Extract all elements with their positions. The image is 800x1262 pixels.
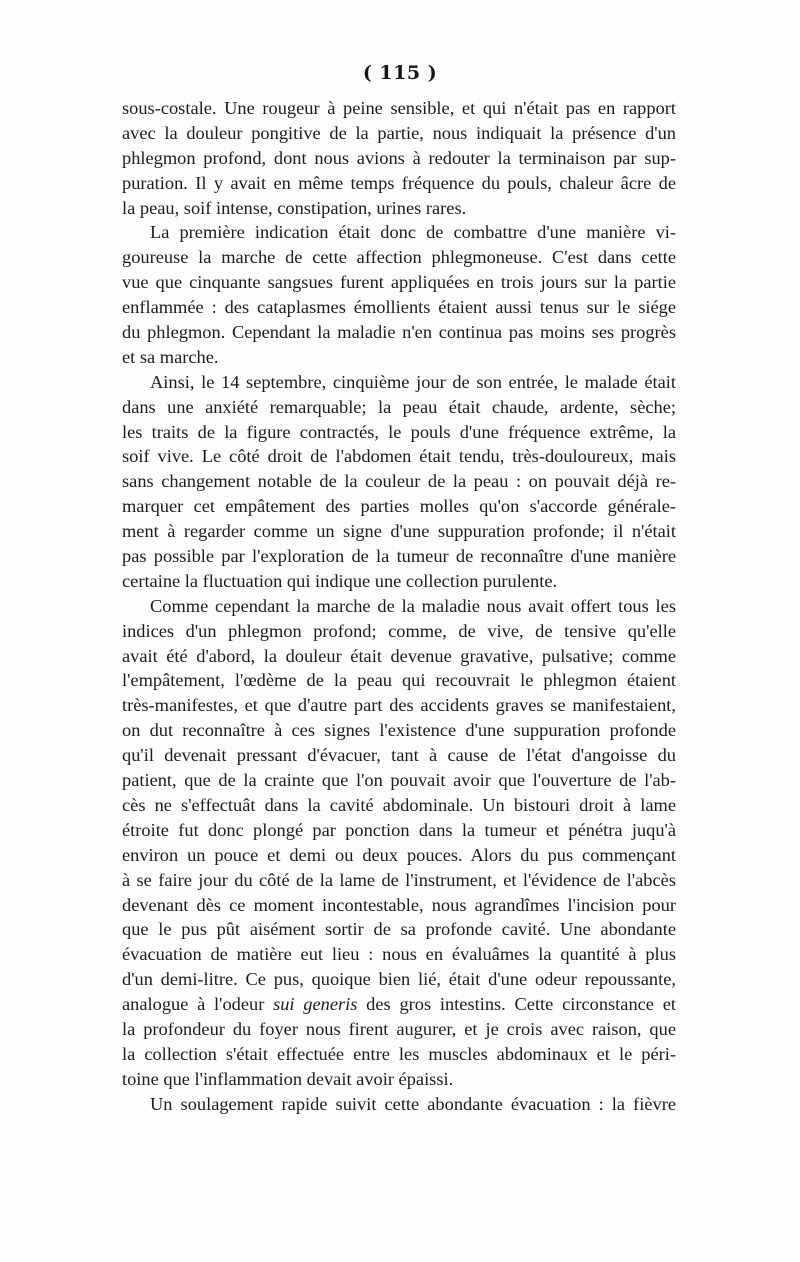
text-line: sans changement notable de la couleur de la peau : on pouvait déjà re-: [122, 471, 676, 492]
text-line: qu'il devenait pressant d'évacuer, tant à cause de l'état d'angoisse du: [122, 745, 676, 766]
text-line: goureuse la marche de cette affection phlegmoneuse. C'est dans cette: [122, 247, 676, 268]
text-line: l'empâtement, l'œdème de la peau qui recouvrait le phlegmon étaient: [122, 670, 676, 691]
paragraph-first-line: Un soulagement rapide suivit cette abondante évacuation : la fièvre: [150, 1093, 676, 1114]
text-line: étroite fut donc plongé par ponction dans la tumeur et pénétra juqu'à: [122, 819, 676, 840]
text-line: patient, que de la crainte que l'on pouvait avoir que l'ouverture de l'ab-: [122, 770, 676, 791]
text-line: indices d'un phlegmon profond; comme, de vive, de tensive qu'elle: [122, 620, 676, 641]
page-number: ( 115 ): [362, 62, 438, 84]
text-line: sous-costale. Une rougeur à peine sensible, et qui n'était pas en rapport: [122, 98, 676, 118]
text-line: puration. Il y avait en même temps fréquence du pouls, chaleur âcre de: [122, 172, 676, 193]
text-line: évacuation de matière eut lieu : nous en évaluâmes la quantité à plus: [122, 944, 676, 965]
text-line: cès ne s'effectuât dans la cavité abdominale. Un bistouri droit à lame: [122, 794, 676, 815]
text-line: du phlegmon. Cependant la maladie n'en continua pas moins ses progrès: [122, 322, 676, 343]
text-line: d'un demi-litre. Ce pus, quoique bien lié, était d'une odeur repoussante,: [122, 969, 676, 990]
text-line: dans une anxiété remarquable; la peau était chaude, ardente, sèche;: [122, 396, 676, 417]
text-line: que le pus pût aisément sortir de sa profonde cavité. Une abondante: [122, 919, 676, 940]
text-line: et sa marche.: [122, 346, 219, 367]
text-line: la collection s'était effectuée entre les muscles abdominaux et le péri-: [122, 1043, 676, 1064]
text-line: [122, 992, 676, 1017]
text-segment: des gros intestins. Cette circonstance et: [357, 994, 676, 1015]
text-line: les traits de la figure contractés, le pouls d'une fréquence extrême, la: [122, 421, 676, 442]
paragraph-first-line: Ainsi, le 14 septembre, cinquième jour de son entrée, le malade était: [150, 371, 676, 392]
text-line: avait été d'abord, la douleur était devenue gravative, pulsative; comme: [122, 645, 676, 666]
italic-phrase: sui generis: [273, 994, 358, 1015]
paragraph-first-line: La première indication était donc de combattre d'une manière vi-: [150, 222, 676, 243]
paragraph-first-line: Comme cependant la marche de la maladie nous avait offert tous les: [150, 595, 676, 616]
text-line: enflammée : des cataplasmes émollients étaient aussi tenus sur le siége: [122, 297, 676, 318]
text-line: avec la douleur pongitive de la partie, nous indiquait la présence d'un: [122, 122, 676, 143]
body-text: [122, 96, 676, 1117]
text-line: environ un pouce et demi ou deux pouces. Alors du pus commençant: [122, 844, 676, 865]
text-line: la peau, soif intense, constipation, urines rares.: [122, 197, 467, 218]
text-line: on dut reconnaître à ces signes l'existence d'une suppuration profonde: [122, 720, 676, 741]
text-line: ment à regarder comme un signe d'une suppuration profonde; il n'était: [122, 521, 676, 542]
text-line: très-manifestes, et que d'autre part des accidents graves se manifestaient,: [122, 695, 676, 716]
text-line: certaine la fluctuation qui indique une collection purulente.: [122, 570, 558, 591]
text-line: marquer cet empâtement des parties molles qu'on s'accorde générale-: [122, 496, 676, 517]
text-line: devenant dès ce moment incontestable, nous agrandîmes l'incision pour: [122, 894, 676, 915]
text-line: à se faire jour du côté de la lame de l'instrument, et l'évidence de l'abcès: [122, 869, 676, 890]
text-line: toine que l'inflammation devait avoir épaissi.: [122, 1068, 454, 1089]
text-segment: analogue à l'odeur: [122, 994, 274, 1015]
text-line: phlegmon profond, dont nous avions à redouter la terminaison par sup-: [122, 147, 676, 168]
text-line: soif vive. Le côté droit de l'abdomen était tendu, très-douloureux, mais: [122, 446, 676, 467]
text-line: la profondeur du foyer nous firent augurer, et je crois avec raison, que: [122, 1018, 676, 1039]
text-line: vue que cinquante sangsues furent appliquées en trois jours sur la partie: [122, 272, 676, 293]
text-line: pas possible par l'exploration de la tumeur de reconnaître d'une manière: [122, 546, 676, 567]
